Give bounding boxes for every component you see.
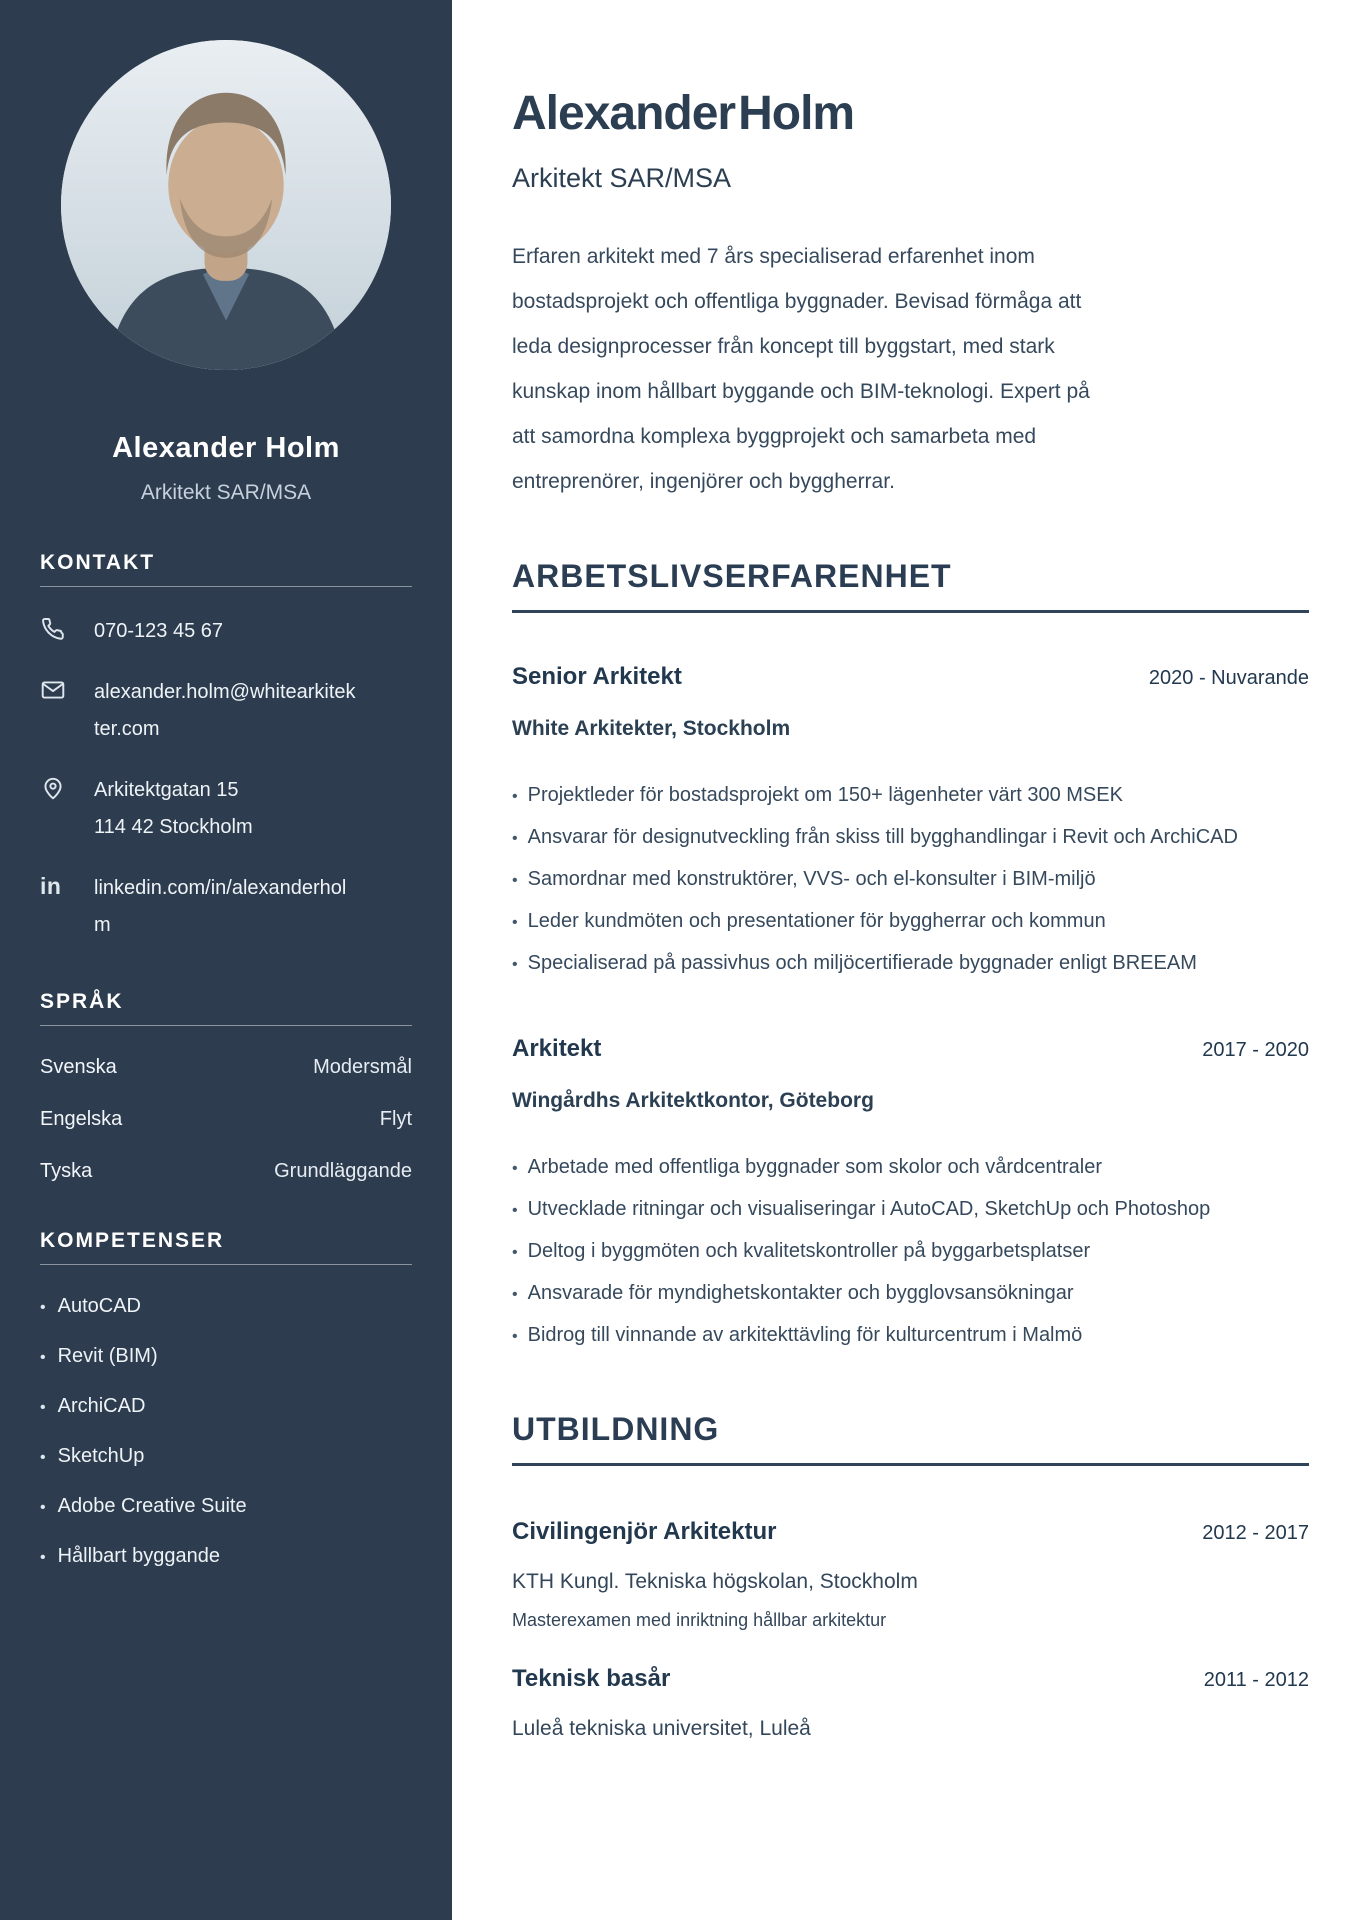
profile-photo (61, 40, 391, 370)
profile-summary: Erfaren arkitekt med 7 års specialiserad erfarenhet inom bostadsprojekt och offentliga byggnader. Bevisad förmåga att leda designprocesser från koncept till byggstart, med stark kunskap inom hållbart byggande och BIM-teknologi. Expert på att samordna komplexa byggprojekt och samarbeta med entreprenörer, ingenjörer och byggherrar. (512, 245, 1090, 493)
languages-list (40, 1056, 412, 1183)
language-row (40, 1056, 412, 1079)
location-icon (40, 772, 68, 846)
education-entry (512, 1518, 1309, 1631)
contact-row-phone (40, 613, 412, 650)
sidebar (0, 0, 452, 1920)
main-content (452, 0, 1357, 1741)
education-title: Civilingenjör Arkitektur (512, 1518, 777, 1545)
linkedin-url: linkedin.com/in/alexanderholm (94, 877, 347, 936)
language-row (40, 1108, 412, 1131)
job-bullet: • Leder kundmöten och presentationer för byggherrar och kommun (512, 901, 1252, 943)
education-header (512, 1665, 1309, 1693)
job-period: 2020 - Nuvarande (1148, 667, 1309, 689)
person-portrait-placeholder (61, 40, 391, 370)
job-bullet: • Utvecklade ritningar och visualiseringar i AutoCAD, SketchUp och Photoshop (512, 1189, 1252, 1231)
phone-icon (40, 613, 68, 650)
sidebar-job-title: Arkitekt SAR/MSA (140, 481, 312, 504)
job-bullet: • Ansvarade för myndighetskontakter och bygglovsansökningar (512, 1273, 1252, 1315)
language-name: Engelska (40, 1108, 123, 1130)
street-address (94, 772, 359, 846)
last-name: Holm (738, 87, 855, 140)
sidebar-name: Alexander Holm (112, 432, 340, 464)
email-icon (40, 674, 68, 748)
address-line-1: Arkitektgatan 15 (94, 779, 239, 801)
job-company: Wingårdhs Arkitektkontor, Göteborg (512, 1089, 874, 1112)
job-bullet-list (512, 775, 1252, 985)
language-name: Tyska (40, 1160, 93, 1182)
job-company: White Arkitekter, Stockholm (512, 717, 791, 740)
skills-list (40, 1295, 412, 1568)
experience-section-heading: ARBETSLIVSERFARENHET (512, 558, 1309, 613)
education-note: Masterexamen med inriktning hållbar arkitektur (512, 1610, 887, 1630)
contact-heading: KONTAKT (40, 551, 412, 587)
education-period: 2011 - 2012 (1203, 1669, 1309, 1691)
first-name: Alexander (512, 87, 736, 140)
education-school: KTH Kungl. Tekniska högskolan, Stockholm (512, 1570, 918, 1593)
job-title: Arkitekt (512, 1035, 602, 1062)
contact-row-email (40, 674, 412, 748)
job-bullet: • Ansvarar för designutveckling från skiss till bygghandlingar i Revit och ArchiCAD (512, 817, 1252, 859)
language-level: Grundläggande (274, 1160, 412, 1182)
contact-row-address (40, 772, 412, 846)
skill-item: • Adobe Creative Suite (40, 1495, 412, 1518)
skill-item: • AutoCAD (40, 1295, 412, 1318)
job-bullet: • Samordnar med konstruktörer, VVS- och el-konsulter i BIM-miljö (512, 859, 1252, 901)
job-bullet: • Projektleder för bostadsprojekt om 150+ lägenheter värt 300 MSEK (512, 775, 1252, 817)
linkedin-icon: in (40, 873, 62, 899)
job-bullet: • Bidrog till vinnande av arkitekttävling för kulturcentrum i Malmö (512, 1315, 1252, 1357)
skill-item: • ArchiCAD (40, 1395, 412, 1418)
education-header (512, 1518, 1309, 1546)
job-period: 2017 - 2020 (1202, 1039, 1309, 1061)
job-bullet: • Arbetade med offentliga byggnader som skolor och vårdcentraler (512, 1147, 1252, 1189)
contact-row-linkedin (40, 870, 412, 944)
job-bullet-list (512, 1147, 1252, 1357)
job-bullet: • Deltog i byggmöten och kvalitetskontroller på byggarbetsplatser (512, 1231, 1252, 1273)
language-level: Modersmål (313, 1056, 412, 1078)
skill-item: • Revit (BIM) (40, 1345, 412, 1368)
contact-list (40, 613, 412, 944)
job-header (512, 1035, 1309, 1063)
education-section-heading: UTBILDNING (512, 1411, 1309, 1466)
role-subtitle: Arkitekt SAR/MSA (512, 163, 732, 193)
language-name: Svenska (40, 1056, 117, 1078)
job-entry (512, 1035, 1309, 1357)
education-title: Teknisk basår (512, 1665, 671, 1692)
job-title: Senior Arkitekt (512, 663, 682, 690)
skills-heading: KOMPETENSER (40, 1229, 412, 1265)
skill-item: • SketchUp (40, 1445, 412, 1468)
language-level: Flyt (379, 1108, 412, 1130)
page-title (512, 86, 1309, 141)
job-entry (512, 663, 1309, 985)
education-school: Luleå tekniska universitet, Luleå (512, 1717, 811, 1740)
language-row (40, 1160, 412, 1183)
job-header (512, 663, 1309, 691)
education-entry (512, 1665, 1309, 1741)
address-line-2: 114 42 Stockholm (94, 816, 253, 838)
email-address: alexander.holm@whitearkitekter.com (94, 681, 356, 740)
languages-heading: SPRÅK (40, 990, 412, 1026)
phone-number: 070-123 45 67 (94, 620, 224, 642)
education-period: 2012 - 2017 (1202, 1522, 1309, 1544)
job-bullet: • Specialiserad på passivhus och miljöcertifierade byggnader enligt BREEAM (512, 943, 1252, 985)
skill-item: • Hållbart byggande (40, 1545, 412, 1568)
